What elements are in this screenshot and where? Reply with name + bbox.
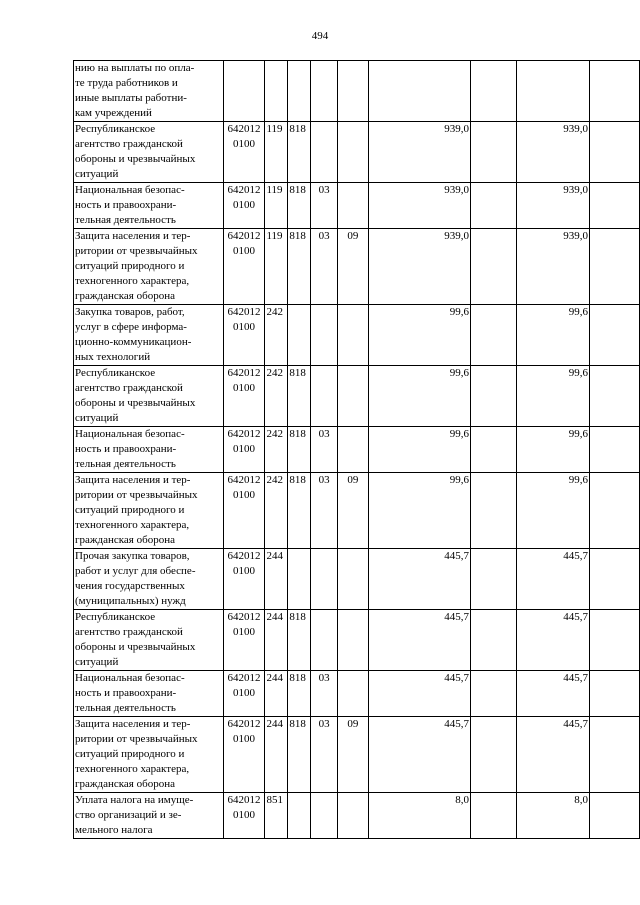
- cell-target-article: 642012 0100: [223, 183, 265, 229]
- cell-expense-type: 851: [265, 793, 288, 839]
- cell-expense-type: 244: [265, 549, 288, 610]
- cell-amount-1: 445,7: [368, 671, 470, 717]
- cell-amount-1: 99,6: [368, 473, 470, 549]
- cell-name: Национальная безопас- ность и правоохрани- тельная деятельность: [74, 671, 224, 717]
- cell-empty-1: [470, 671, 516, 717]
- cell-section: [311, 549, 338, 610]
- cell-section: 03: [311, 717, 338, 793]
- cell-expense-type: 244: [265, 610, 288, 671]
- cell-section: [311, 305, 338, 366]
- cell-expense-type: [265, 61, 288, 122]
- cell-empty-2: [589, 610, 639, 671]
- cell-section: [311, 366, 338, 427]
- cell-subsection: [338, 549, 369, 610]
- cell-expense-type: 242: [265, 473, 288, 549]
- cell-amount-1: 445,7: [368, 717, 470, 793]
- cell-target-article: 642012 0100: [223, 473, 265, 549]
- cell-subsection: [338, 183, 369, 229]
- cell-name: Защита населения и тер- ритории от чрезвычайных ситуаций природного и техногенного характера, гражданская оборона: [74, 229, 224, 305]
- cell-amount-2: 445,7: [516, 610, 589, 671]
- cell-name: Защита населения и тер- ритории от чрезвычайных ситуаций природного и техногенного характера, гражданская оборона: [74, 473, 224, 549]
- cell-amount-1: 99,6: [368, 427, 470, 473]
- cell-expense-type: 244: [265, 717, 288, 793]
- cell-empty-1: [470, 427, 516, 473]
- cell-name: Республиканское агентство гражданской обороны и чрезвычайных ситуаций: [74, 366, 224, 427]
- table-row: [74, 427, 640, 473]
- cell-amount-2: 99,6: [516, 305, 589, 366]
- table-row: [74, 610, 640, 671]
- cell-target-article: 642012 0100: [223, 610, 265, 671]
- table-row: [74, 61, 640, 122]
- cell-empty-1: [470, 229, 516, 305]
- cell-subsection: 09: [338, 473, 369, 549]
- cell-subsection: [338, 61, 369, 122]
- cell-subsection: [338, 610, 369, 671]
- table-row: [74, 793, 640, 839]
- cell-target-article: 642012 0100: [223, 366, 265, 427]
- cell-target-article: 642012 0100: [223, 122, 265, 183]
- cell-target-article: 642012 0100: [223, 229, 265, 305]
- cell-amount-1: 99,6: [368, 366, 470, 427]
- cell-section: [311, 122, 338, 183]
- cell-subsection: [338, 122, 369, 183]
- cell-empty-2: [589, 305, 639, 366]
- cell-name: Закупка товаров, работ, услуг в сфере информа- ционно-коммуникацион- ных технологий: [74, 305, 224, 366]
- cell-amount-2: 445,7: [516, 717, 589, 793]
- cell-empty-2: [589, 427, 639, 473]
- cell-ministry-code: 818: [288, 610, 311, 671]
- cell-empty-1: [470, 610, 516, 671]
- cell-amount-1: [368, 61, 470, 122]
- cell-subsection: [338, 671, 369, 717]
- cell-amount-1: 445,7: [368, 610, 470, 671]
- cell-target-article: 642012 0100: [223, 793, 265, 839]
- cell-amount-1: 445,7: [368, 549, 470, 610]
- cell-ministry-code: [288, 61, 311, 122]
- cell-empty-1: [470, 305, 516, 366]
- cell-expense-type: 119: [265, 122, 288, 183]
- cell-section: 03: [311, 473, 338, 549]
- cell-empty-1: [470, 717, 516, 793]
- cell-amount-2: 939,0: [516, 229, 589, 305]
- cell-ministry-code: [288, 793, 311, 839]
- cell-empty-1: [470, 183, 516, 229]
- cell-empty-2: [589, 122, 639, 183]
- cell-expense-type: 119: [265, 183, 288, 229]
- cell-target-article: 642012 0100: [223, 305, 265, 366]
- cell-amount-1: 8,0: [368, 793, 470, 839]
- cell-empty-1: [470, 122, 516, 183]
- cell-name: нию на выплаты по опла- те труда работников и иные выплаты работни- кам учреждений: [74, 61, 224, 122]
- cell-empty-2: [589, 549, 639, 610]
- cell-amount-2: 445,7: [516, 671, 589, 717]
- cell-expense-type: 244: [265, 671, 288, 717]
- cell-section: 03: [311, 183, 338, 229]
- cell-amount-1: 99,6: [368, 305, 470, 366]
- cell-empty-1: [470, 473, 516, 549]
- cell-name: Республиканское агентство гражданской обороны и чрезвычайных ситуаций: [74, 610, 224, 671]
- cell-name: Прочая закупка товаров, работ и услуг для обеспе- чения государственных (муниципальных) нужд: [74, 549, 224, 610]
- table-row: [74, 366, 640, 427]
- cell-amount-2: 99,6: [516, 366, 589, 427]
- cell-name: Уплата налога на имуще- ство организаций и зе- мельного налога: [74, 793, 224, 839]
- table-row: [74, 305, 640, 366]
- cell-section: 03: [311, 229, 338, 305]
- cell-amount-2: 939,0: [516, 183, 589, 229]
- cell-name: Национальная безопас- ность и правоохрани- тельная деятельность: [74, 427, 224, 473]
- cell-name: Защита населения и тер- ритории от чрезвычайных ситуаций природного и техногенного характера, гражданская оборона: [74, 717, 224, 793]
- cell-empty-2: [589, 473, 639, 549]
- cell-ministry-code: 818: [288, 671, 311, 717]
- cell-target-article: 642012 0100: [223, 717, 265, 793]
- cell-empty-2: [589, 61, 639, 122]
- cell-amount-2: 445,7: [516, 549, 589, 610]
- cell-subsection: [338, 366, 369, 427]
- table-row: [74, 229, 640, 305]
- cell-ministry-code: 818: [288, 122, 311, 183]
- cell-amount-1: 939,0: [368, 183, 470, 229]
- cell-section: [311, 793, 338, 839]
- cell-amount-2: 99,6: [516, 427, 589, 473]
- table-body: [74, 61, 640, 839]
- cell-empty-1: [470, 793, 516, 839]
- cell-empty-2: [589, 366, 639, 427]
- cell-ministry-code: 818: [288, 366, 311, 427]
- cell-section: 03: [311, 671, 338, 717]
- cell-empty-2: [589, 717, 639, 793]
- cell-empty-2: [589, 671, 639, 717]
- cell-subsection: 09: [338, 229, 369, 305]
- cell-expense-type: 242: [265, 366, 288, 427]
- cell-empty-2: [589, 793, 639, 839]
- cell-subsection: [338, 305, 369, 366]
- cell-expense-type: 119: [265, 229, 288, 305]
- cell-amount-1: 939,0: [368, 229, 470, 305]
- cell-empty-2: [589, 183, 639, 229]
- table-row: [74, 473, 640, 549]
- cell-name: Республиканское агентство гражданской обороны и чрезвычайных ситуаций: [74, 122, 224, 183]
- cell-ministry-code: 818: [288, 473, 311, 549]
- cell-amount-1: 939,0: [368, 122, 470, 183]
- cell-target-article: 642012 0100: [223, 671, 265, 717]
- cell-amount-2: [516, 61, 589, 122]
- cell-empty-2: [589, 229, 639, 305]
- table-row: [74, 183, 640, 229]
- cell-name: Национальная безопас- ность и правоохрани- тельная деятельность: [74, 183, 224, 229]
- cell-section: [311, 61, 338, 122]
- cell-ministry-code: 818: [288, 717, 311, 793]
- cell-amount-2: 939,0: [516, 122, 589, 183]
- cell-amount-2: 8,0: [516, 793, 589, 839]
- cell-target-article: 642012 0100: [223, 549, 265, 610]
- table-row: [74, 671, 640, 717]
- cell-section: [311, 610, 338, 671]
- cell-amount-2: 99,6: [516, 473, 589, 549]
- cell-subsection: [338, 793, 369, 839]
- table-row: [74, 122, 640, 183]
- cell-section: 03: [311, 427, 338, 473]
- cell-subsection: 09: [338, 717, 369, 793]
- page-number: 494: [311, 30, 329, 42]
- cell-empty-1: [470, 61, 516, 122]
- cell-expense-type: 242: [265, 427, 288, 473]
- cell-ministry-code: 818: [288, 229, 311, 305]
- cell-target-article: 642012 0100: [223, 427, 265, 473]
- cell-ministry-code: 818: [288, 183, 311, 229]
- cell-subsection: [338, 427, 369, 473]
- cell-ministry-code: [288, 549, 311, 610]
- cell-ministry-code: 818: [288, 427, 311, 473]
- cell-expense-type: 242: [265, 305, 288, 366]
- table-row: [74, 717, 640, 793]
- cell-ministry-code: [288, 305, 311, 366]
- cell-empty-1: [470, 366, 516, 427]
- table-row: [74, 549, 640, 610]
- budget-table: [73, 60, 640, 839]
- cell-empty-1: [470, 549, 516, 610]
- cell-target-article: [223, 61, 265, 122]
